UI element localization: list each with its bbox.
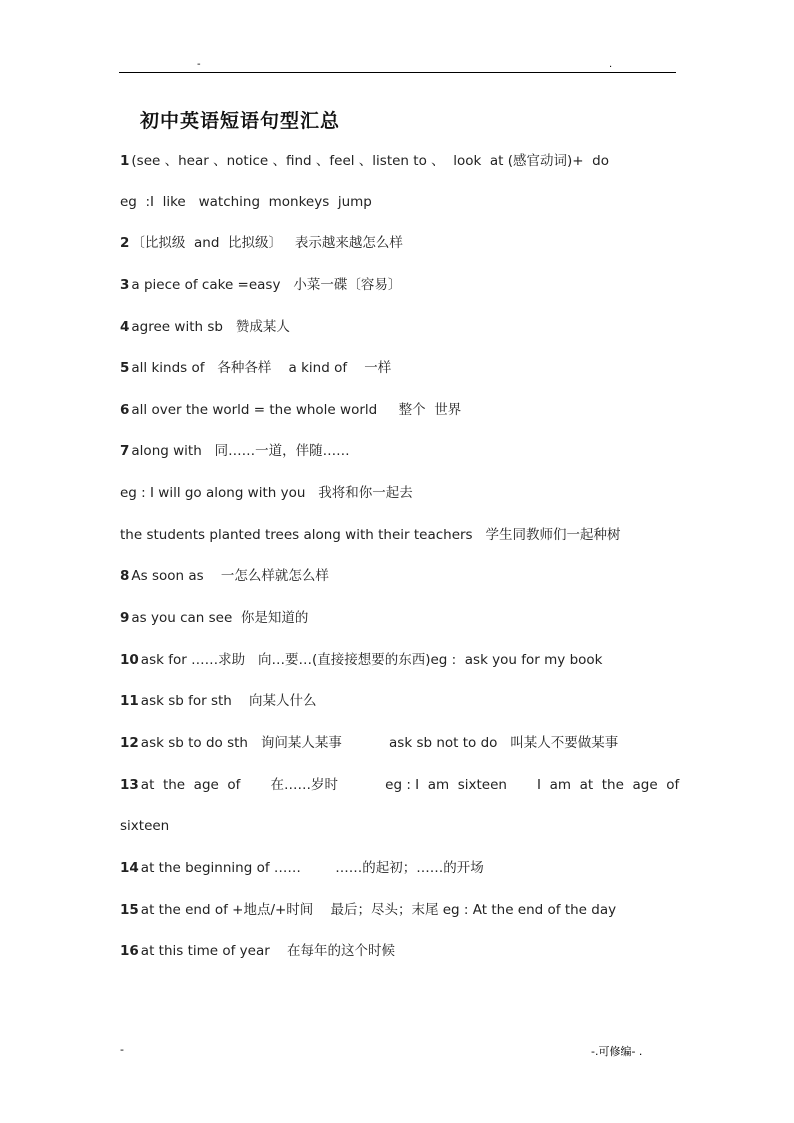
phrase-text: eg : I will go along with you 我将和你一起去	[120, 485, 413, 501]
phrase-text: at the end of +地点/+时间 最后；尽头；末尾 eg : At the end of the day	[140, 902, 617, 918]
phrase-text: (see 、hear 、notice 、find 、feel 、listen to 、 look at (感官动词)+ do	[131, 153, 609, 169]
phrase-text: a piece of cake =easy 小菜一碟〔容易〕	[131, 277, 402, 293]
phrase-number: 15	[120, 902, 139, 918]
phrase-text: all kinds of 各种各样 a kind of 一样	[131, 360, 392, 376]
phrase-number: 6	[120, 402, 130, 418]
phrase-line	[120, 609, 308, 627]
page-title: 初中英语短语句型汇总	[140, 110, 341, 132]
phrase-text: 〔比拟级 and 比拟级〕 表示越来越怎么样	[131, 235, 403, 251]
phrase-text: the students planted trees along with their teachers 学生同教师们一起种树	[120, 527, 621, 543]
phrase-line	[120, 776, 679, 794]
phrase-text: eg :I like watching monkeys jump	[120, 194, 372, 210]
phrase-line	[120, 359, 391, 377]
phrase-number: 3	[120, 277, 130, 293]
phrase-number: 2	[120, 235, 130, 251]
phrase-text: ask sb to do sth 询问某人某事 ask sb not to do 叫某人不要做某事	[140, 735, 619, 751]
phrase-line	[120, 734, 618, 752]
phrase-line	[120, 484, 413, 502]
phrase-line	[120, 567, 329, 585]
phrase-number: 16	[120, 943, 139, 959]
phrase-line	[120, 276, 401, 294]
phrase-text: As soon as 一怎么样就怎么样	[131, 568, 329, 584]
phrase-text: at the beginning of …… ……的起初；……的开场	[140, 860, 484, 876]
phrase-text: at the age of 在……岁时 eg : I am sixteen I am at the age of	[140, 777, 680, 793]
phrase-text: along with 同……一道，伴随……	[131, 443, 350, 459]
phrase-line	[120, 859, 484, 877]
phrase-number: 7	[120, 443, 130, 459]
phrase-number: 4	[120, 319, 130, 335]
phrase-line	[120, 442, 350, 460]
phrase-number: 5	[120, 360, 130, 376]
phrase-line	[120, 942, 395, 960]
phrase-line	[120, 692, 317, 710]
phrase-line	[120, 193, 372, 211]
phrase-line	[120, 901, 616, 919]
phrase-text: sixteen	[120, 818, 170, 834]
phrase-text: ask for ……求助 向…要…(直接接想要的东西)eg : ask you for my book	[140, 652, 603, 668]
phrase-number: 14	[120, 860, 139, 876]
footer-right-text: -.可修编- .	[591, 1045, 643, 1058]
phrase-number: 1	[120, 153, 130, 169]
phrase-text: at this time of year 在每年的这个时候	[140, 943, 395, 959]
phrase-number: 11	[120, 693, 139, 709]
phrase-line	[120, 152, 609, 170]
header-rule	[119, 72, 676, 73]
phrase-line	[120, 234, 403, 252]
footer-left-mark: -	[120, 1043, 124, 1056]
phrase-text: as you can see 你是知道的	[131, 610, 309, 626]
phrase-text: all over the world = the whole world 整个 世界	[131, 402, 462, 418]
phrase-line	[120, 817, 169, 835]
header-left-mark: -	[197, 59, 201, 70]
phrase-number: 12	[120, 735, 139, 751]
phrase-text: ask sb for sth 向某人什么	[140, 693, 317, 709]
phrase-line	[120, 318, 290, 336]
header-right-mark: .	[609, 59, 613, 70]
phrase-number: 9	[120, 610, 130, 626]
phrase-text: agree with sb 赞成某人	[131, 319, 290, 335]
phrase-number: 13	[120, 777, 139, 793]
phrase-number: 8	[120, 568, 130, 584]
phrase-number: 10	[120, 652, 139, 668]
phrase-line	[120, 651, 602, 669]
phrase-line	[120, 401, 461, 419]
phrase-line	[120, 526, 620, 544]
